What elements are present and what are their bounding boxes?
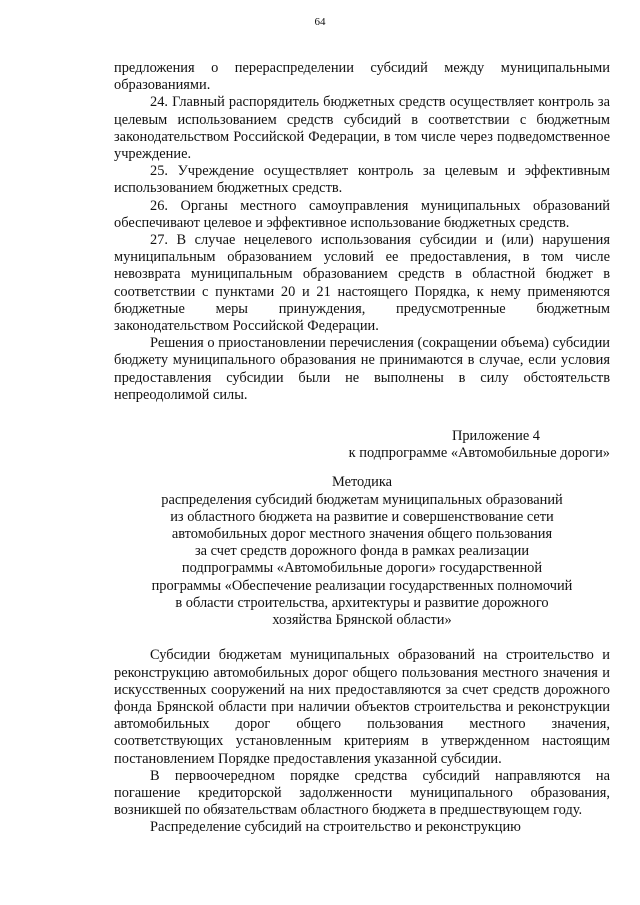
paragraph-decisions: Решения о приостановлении перечисления (сокращении объема) субсидии бюджету муниципального образования не принимаются в случае, если условия предоставления субсидии были не выполнены в силу обстоятельств непреодолимой силы.	[114, 335, 610, 403]
method-title-line: в области строительства, архитектуры и развитие дорожного	[175, 594, 549, 611]
page-number: 64	[314, 16, 326, 28]
method-title	[114, 474, 610, 629]
method-title-line: распределения субсидий бюджетам муниципальных образований	[161, 491, 563, 508]
method-title-line: программы «Обеспечение реализации государственных полномочий	[151, 577, 573, 594]
method-title-line: из областного бюджета на развитие и совершенствование сети	[170, 508, 554, 525]
paragraph-24: 24. Главный распорядитель бюджетных средств осуществляет контроль за целевым использованием средств субсидий в соответствии с бюджетным законодательством Российской Федерации, в том числе через подведомственное учреждение.	[114, 94, 610, 163]
method-title-line: хозяйства Брянской области»	[272, 612, 452, 629]
paragraph-priority: В первоочередном порядке средства субсидий направляются на погашение кредиторской задолженности муниципального образования, возникшей по обязательствам областного бюджета в предшествующем году.	[114, 767, 610, 819]
appendix-number: Приложение 4	[451, 428, 540, 445]
paragraph-distribution: Распределение субсидий на строительство и реконструкцию	[150, 819, 521, 836]
paragraph-26: 26. Органы местного самоуправления муниципальных образований обеспечивают целевое и эффективное использование бюджетных средств.	[114, 197, 610, 231]
paragraph-continuation: предложения о перераспределении субсидий между муниципальными образованиями.	[114, 60, 610, 94]
appendix-subprogram: к подпрограмме «Автомобильные дороги»	[348, 445, 610, 462]
method-title-line: за счет средств дорожного фонда в рамках реализации	[194, 543, 530, 560]
method-heading: Методика	[331, 474, 393, 491]
method-title-line: автомобильных дорог местного значения общего пользования	[171, 526, 553, 543]
document-body	[114, 60, 610, 837]
paragraph-27: 27. В случае нецелевого использования субсидии и (или) нарушения муниципальным образованием условий ее предоставления, в том числе невозврата муниципальным образованием средств в областной бюджет в соответствии с пунктами 20 и 21 настоящего Порядка, к нему применяются бюджетные меры принуждения, предусмотренные бюджетным законодательством Российской Федерации.	[114, 232, 610, 335]
appendix-header	[114, 428, 610, 462]
paragraph-25: 25. Учреждение осуществляет контроль за целевым и эффективным использованием бюджетных средств.	[114, 163, 610, 197]
method-title-line: подпрограммы «Автомобильные дороги» государственной	[181, 560, 543, 577]
paragraph-subsidies: Субсидии бюджетам муниципальных образований на строительство и реконструкцию автомобильных дорог общего пользования местного значения и искусственных сооружений на них предоставляются за счет средств дорожного фонда Брянской области при наличии объектов строительства и реконструкции автомобильных дорог общего пользования местного значения, соответствующих установленным критериям в утвержденном настоящим постановлением Порядке предоставления указанной субсидии.	[114, 647, 610, 767]
